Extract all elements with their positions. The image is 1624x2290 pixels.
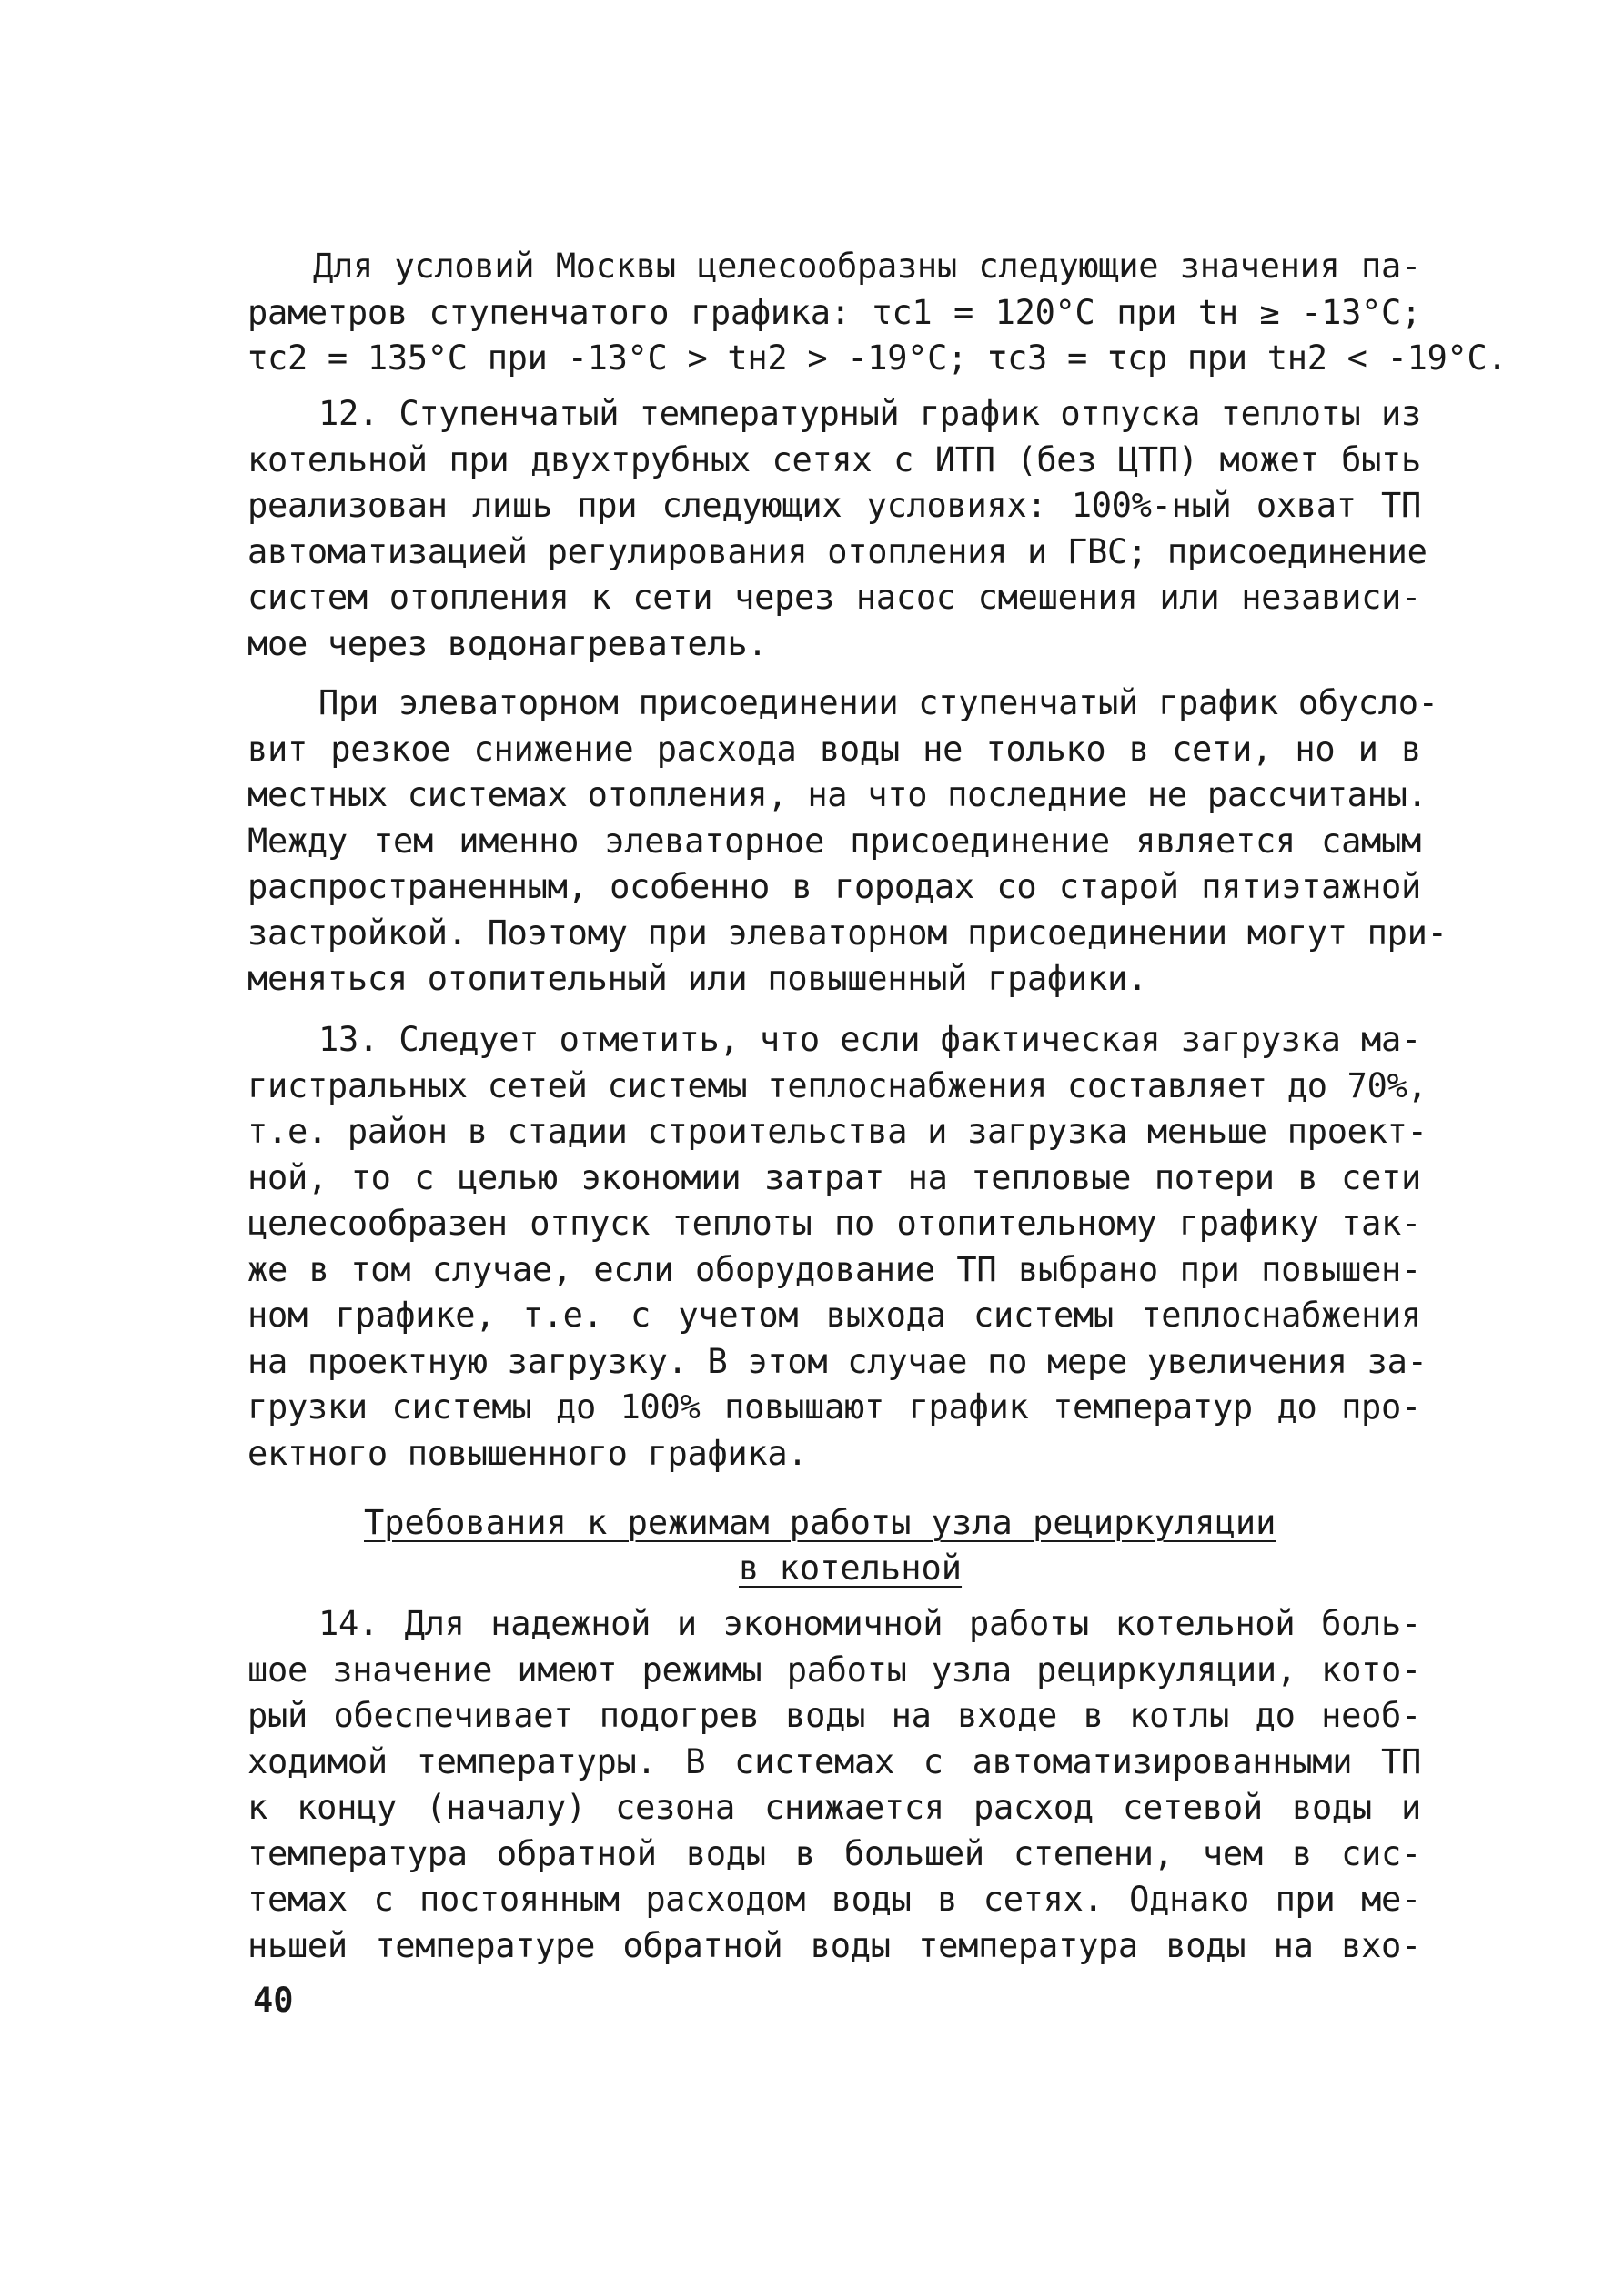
text-line: 13. Следует отметить, что если фактическая загрузка ма-: [318, 1020, 1421, 1059]
text-line: ной, то с целью экономии затрат на тепловые потери в сети: [247, 1157, 1421, 1197]
text-line: При элеваторном присоединении ступенчатый график обусло-: [318, 683, 1438, 722]
text-line: гистральных сетей системы теплоснабжения составляет до 70%,: [247, 1065, 1427, 1105]
text-line: темах с постоянным расходом воды в сетях. Однако при ме-: [247, 1880, 1421, 1919]
text-line: автоматизацией регулирования отопления и ГВС; присоединение: [247, 531, 1427, 571]
paragraph-13: [247, 1017, 1427, 1477]
text-line: застройкой. Поэтому при элеваторном присоединении могут при-: [247, 913, 1447, 953]
text-line: т.е. район в стадии строительства и загрузка меньше проект-: [247, 1112, 1427, 1151]
text-line: систем отопления к сети через насос смешения или независи-: [247, 578, 1421, 617]
text-line: распространенным, особенно в городах со старой пятиэтажной: [247, 867, 1421, 906]
text-line: целесообразен отпуск теплоты по отопительному графику так-: [247, 1204, 1421, 1243]
text-line: ектного повышенного графика.: [247, 1433, 808, 1473]
text-line: ном графике, т.е. с учетом выхода системы теплоснабжения: [247, 1296, 1421, 1335]
text-line: τс2 = 135°С при -13°С > tн2 > -19°С; τс3 = τср при tн2 < -19°С.: [247, 338, 1508, 378]
text-line: реализован лишь при следующих условиях: 100%-ный охват ТП: [247, 486, 1421, 525]
text-line: котельной при двухтрубных сетях с ИТП (без ЦТП) может быть: [247, 439, 1421, 479]
text-line: ньшей температуре обратной воды температура воды на вхо-: [247, 1925, 1421, 1965]
text-line: 12. Ступенчатый температурный график отпуска теплоты из: [318, 394, 1421, 433]
paragraph-elevator-connection: [247, 681, 1447, 1003]
text-line: 14. Для надежной и экономичной работы котельной боль-: [318, 1604, 1421, 1643]
section-heading-line-1: Требования к режимам работы узла рециркуляции: [364, 1503, 1276, 1542]
text-line: Для условий Москвы целесообразны следующие значения па-: [313, 247, 1421, 286]
text-line: же в том случае, если оборудование ТП выбрано при повышен-: [247, 1249, 1421, 1289]
text-line: мое через водонагреватель.: [247, 623, 768, 663]
text-line: шое значение имеют режимы работы узла рециркуляции, кото-: [247, 1649, 1421, 1690]
paragraph-12: [247, 391, 1427, 667]
text-line: температура обратной воды в большей степени, чем в сис-: [247, 1833, 1421, 1873]
page-number: 40: [253, 1981, 294, 2020]
text-line: рый обеспечивает подогрев воды на входе в котлы до необ-: [247, 1696, 1421, 1735]
text-line: на проектную загрузку. В этом случае по мере увеличения за-: [247, 1341, 1427, 1381]
text-line: раметров ступенчатого графика: τс1 = 120°С при tн ≥ -13°С;: [247, 292, 1421, 332]
paragraph-moscow-parameters: [247, 244, 1508, 382]
text-line: Между тем именно элеваторное присоединение является самым: [247, 821, 1421, 861]
paragraph-14: [247, 1601, 1421, 1969]
text-line: меняться отопительный или повышенный графики.: [247, 959, 1147, 998]
text-line: местных системах отопления, на что последние не рассчитаны.: [247, 775, 1427, 814]
text-line: ходимой температуры. В системах с автоматизированными ТП: [247, 1741, 1421, 1781]
text-line: к концу (началу) сезона снижается расход сетевой воды и: [247, 1788, 1421, 1827]
text-line: грузки системы до 100% повышают график температур до про-: [247, 1387, 1421, 1427]
text-line: вит резкое снижение расхода воды не только в сети, но и в: [247, 729, 1421, 769]
section-heading-line-2: в котельной: [739, 1549, 963, 1588]
